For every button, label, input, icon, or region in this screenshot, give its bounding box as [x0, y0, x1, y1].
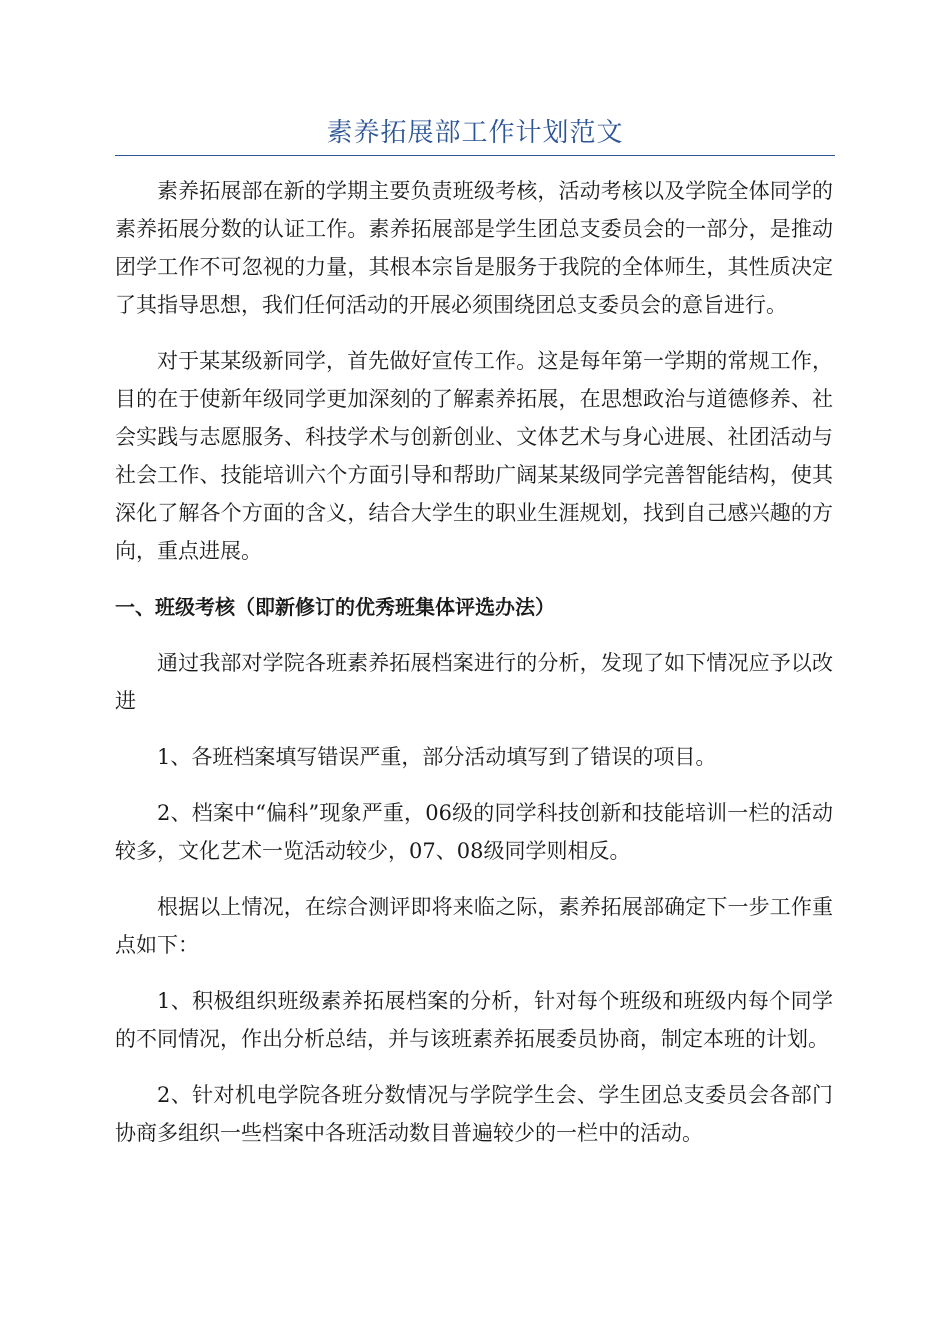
list-item-issue-2: 2、档案中“偏科”现象严重，06级的同学科技创新和技能培训一栏的活动较多，文化艺术一览活动较少，07、08级同学则相反。 — [115, 801, 833, 863]
paragraph-intro: 素养拓展部在新的学期主要负责班级考核，活动考核以及学院全体同学的素养拓展分数的认证工作。素养拓展部是学生团总支委员会的一部分，是推动团学工作不可忽视的力量，其根本宗旨是服务于我院的全体师生，其性质决定了其指导思想，我们任何活动的开展必须围绕团总支委员会的意旨进行。 — [115, 179, 833, 317]
paragraph-next-steps: 根据以上情况，在综合测评即将来临之际，素养拓展部确定下一步工作重点如下： — [115, 895, 833, 957]
paragraph-analysis: 通过我部对学院各班素养拓展档案进行的分析，发现了如下情况应予以改进 — [115, 651, 833, 713]
list-item-plan-2: 2、针对机电学院各班分数情况与学院学生会、学生团总支委员会各部门协商多组织一些档案中各班活动数目普遍较少的一栏中的活动。 — [115, 1083, 833, 1145]
document-title: 素养拓展部工作计划范文 — [326, 118, 624, 148]
paragraph-new-students: 对于某某级新同学，首先做好宣传工作。这是每年第一学期的常规工作，目的在于使新年级同学更加深刻的了解素养拓展，在思想政治与道德修养、社会实践与志愿服务、科技学术与创新创业、文体艺术与身心进展、社团活动与社会工作、技能培训六个方面引导和帮助广阔某某级同学完善智能结构，使其深化了解各个方面的含义，结合大学生的职业生涯规划，找到自己感兴趣的方向，重点进展。 — [115, 349, 833, 563]
document-body — [115, 172, 833, 1170]
section-heading-class-assessment: 一、班级考核（即新修订的优秀班集体评选办法） — [115, 595, 555, 619]
list-item-plan-1: 1、积极组织班级素养拓展档案的分析，针对每个班级和班级内每个同学的不同情况，作出分析总结，并与该班素养拓展委员协商，制定本班的计划。 — [115, 989, 833, 1051]
title-underline — [115, 155, 835, 156]
list-item-issue-1: 1、各班档案填写错误严重，部分活动填写到了错误的项目。 — [157, 745, 717, 769]
